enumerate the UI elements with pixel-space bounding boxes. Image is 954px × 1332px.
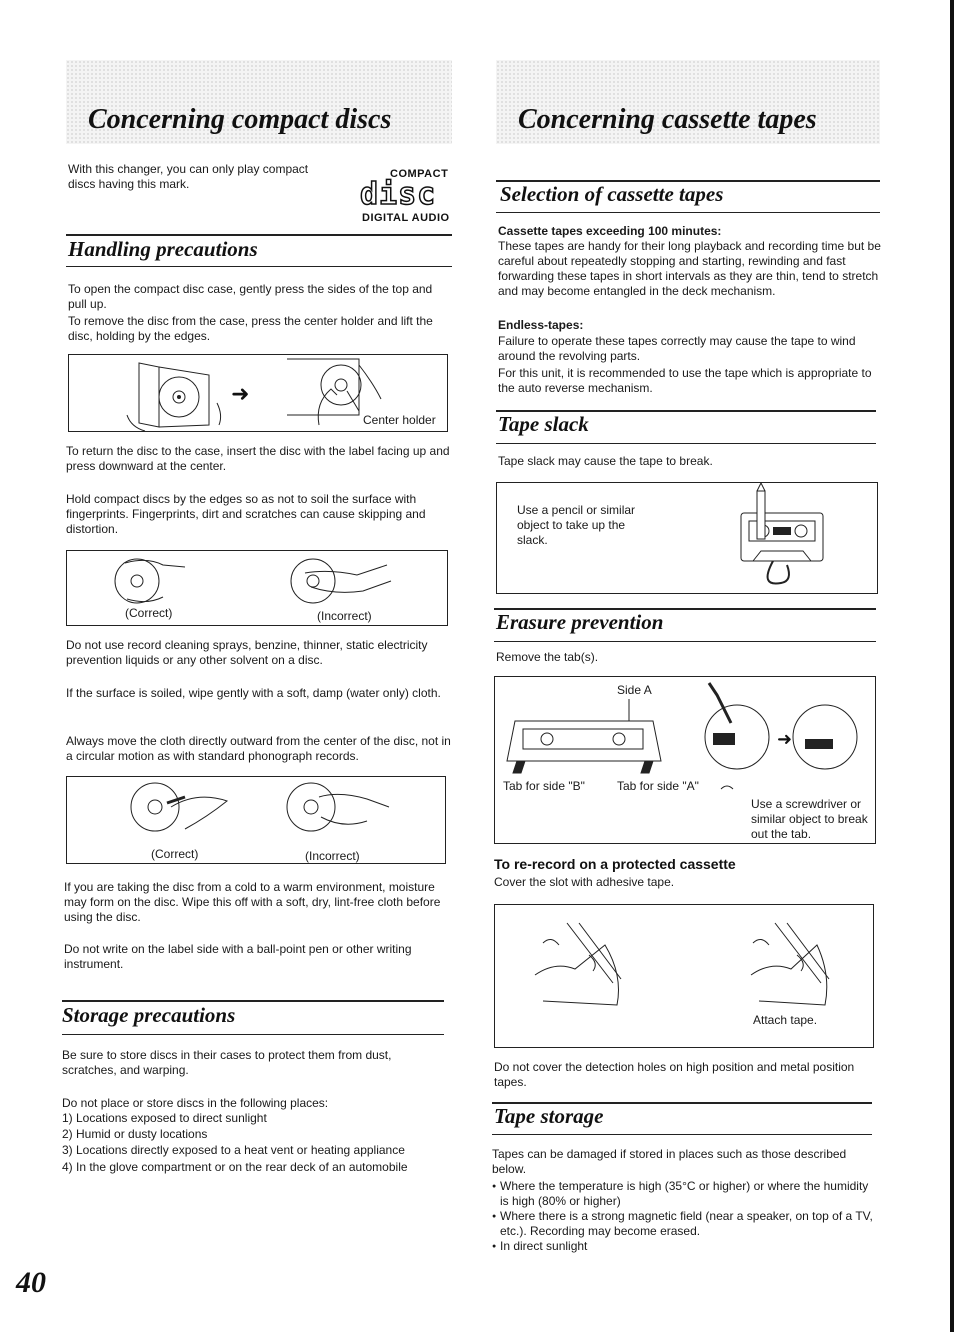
handling-title: Handling precautions	[68, 237, 258, 261]
right-banner-title: Concerning cassette tapes	[518, 104, 817, 135]
selection-h2: Endless-tapes:	[498, 318, 584, 332]
tape-storage-bullets	[492, 1179, 874, 1254]
attach-tape-label: Attach tape.	[753, 1013, 818, 1027]
handling-rule-bottom	[66, 266, 452, 267]
handling-p7: Always move the cloth directly outward from the center of the disc, not in a circular motion as with standard phonograph records.	[66, 734, 451, 763]
handling-p1: To open the compact disc case, gently press the sides of the top and pull up.	[68, 282, 433, 311]
erasure-p2: Cover the slot with adhesive tape.	[494, 875, 675, 889]
selection-p1: These tapes are handy for their long playback and recording time but be careful about repeatedly stopping and starting, rewinding and fast forwarding these tapes in short intervals as they are thin, tend to stretch and may become entangled in the deck mechanism.	[498, 239, 881, 298]
handling-p5: Do not use record cleaning sprays, benzine, thinner, static electricity prevention liquids or any other solvent on a disc.	[66, 638, 428, 667]
storage-title: Storage precautions	[62, 1003, 236, 1027]
handling-p3: To return the disc to the case, insert the disc with the label facing up and press downward at the center.	[66, 444, 450, 473]
storage-item-1: 1) Locations exposed to direct sunlight	[62, 1111, 267, 1125]
wipe-disc-figure	[66, 776, 446, 864]
fig2-incorrect-label: (Incorrect)	[317, 609, 372, 623]
adhesive-tape-illustration	[495, 905, 875, 1049]
erasure-p1: Remove the tab(s).	[496, 650, 599, 664]
adhesive-tape-figure	[494, 904, 874, 1048]
selection-rule-bottom	[496, 212, 880, 213]
tape-storage-title: Tape storage	[494, 1104, 604, 1128]
intro-text: With this changer, you can only play compact discs having this mark.	[68, 162, 309, 191]
logo-compact-text: COMPACT	[390, 168, 449, 180]
left-banner	[66, 60, 452, 144]
wipe-disc-illustration	[67, 777, 447, 865]
selection-p3: For this unit, it is recommended to use the tape which is appropriate to the auto reverse mechanism.	[498, 366, 872, 395]
arrow-right-icon: ➜	[231, 381, 250, 406]
tab-a-label: Tab for side "A"	[617, 779, 699, 793]
logo-disc-text: disc	[360, 177, 437, 212]
arrow-right-icon: ➜	[777, 729, 793, 749]
tape-slack-figure	[496, 482, 878, 594]
storage-p2: Do not place or store discs in the following places:	[62, 1096, 329, 1110]
side-a-label: Side A	[617, 683, 652, 697]
erasure-h1: To re-record on a protected cassette	[494, 856, 736, 872]
hold-disc-figure	[66, 550, 448, 626]
tape-storage-p1: Tapes can be damaged if stored in places such as those described below.	[492, 1147, 847, 1176]
fig3-correct-label: (Correct)	[151, 847, 199, 861]
tab-b-label: Tab for side "B"	[503, 779, 585, 793]
tape-storage-bullet-1: ● Where the temperature is high (35°C or higher) or where the humidity is high (80% or higher)	[492, 1179, 874, 1209]
page-edge-bar	[950, 0, 954, 1332]
logo-digital-audio-text: DIGITAL AUDIO	[362, 212, 450, 224]
tape-storage-bullet-2: ● Where there is a strong magnetic field (near a speaker, on top of a TV, etc.). Recording may become erased.	[492, 1209, 874, 1239]
selection-p2: Failure to operate these tapes correctly may cause the tape to wind around the revolving parts.	[498, 334, 856, 363]
page-number: 40	[16, 1266, 46, 1299]
handling-p9: Do not write on the label side with a ball-point pen or other writing instrument.	[64, 942, 412, 971]
tape-storage-bullet-3: ● In direct sunlight	[492, 1239, 874, 1254]
handling-p8: If you are taking the disc from a cold to a warm environment, moisture may form on the disc. Wipe this off with a soft, dry, lint-free cloth before using the disc.	[64, 880, 441, 924]
disc-case-figure	[68, 354, 448, 432]
storage-item-4: 4) In the glove compartment or on the rear deck of an automobile	[62, 1160, 408, 1174]
handling-rule-top	[66, 234, 452, 236]
center-holder-label: Center holder	[363, 413, 436, 427]
erasure-p3: Do not cover the detection holes on high position and metal position tapes.	[494, 1060, 855, 1089]
cassette-pencil-illustration	[497, 483, 879, 595]
erasure-figure	[494, 676, 876, 844]
storage-rule-bottom	[62, 1034, 444, 1035]
fig2-correct-label: (Correct)	[125, 606, 173, 620]
left-banner-title: Concerning compact discs	[88, 104, 392, 135]
storage-p1: Be sure to store discs in their cases to protect them from dust, scratches, and warping.	[62, 1048, 392, 1077]
slack-p1: Tape slack may cause the tape to break.	[498, 454, 713, 468]
selection-title: Selection of cassette tapes	[500, 182, 724, 206]
handling-p2: To remove the disc from the case, press the center holder and lift the disc, holding by the edges.	[68, 314, 433, 343]
storage-item-2: 2) Humid or dusty locations	[62, 1127, 208, 1141]
storage-item-3: 3) Locations directly exposed to a heat vent or heating appliance	[62, 1143, 405, 1157]
slack-title: Tape slack	[498, 412, 589, 436]
selection-h1: Cassette tapes exceeding 100 minutes:	[498, 224, 722, 238]
handling-p6: If the surface is soiled, wipe gently with a soft, damp (water only) cloth.	[66, 686, 441, 700]
tape-storage-rule-bottom	[492, 1134, 872, 1135]
erasure-rule-bottom	[494, 641, 876, 642]
right-banner	[496, 60, 880, 144]
fig3-incorrect-label: (Incorrect)	[305, 849, 360, 863]
erasure-title: Erasure prevention	[496, 610, 664, 634]
storage-rule-top	[62, 1000, 444, 1002]
slack-rule-bottom	[496, 443, 876, 444]
tape-slack-text: Use a pencil or similar object to take up the slack.	[517, 503, 636, 547]
handling-p4: Hold compact discs by the edges so as not to soil the surface with fingerprints. Fingerprints, dirt and scratches can cause skipping and distortion.	[66, 492, 426, 536]
screwdriver-text: Use a screwdriver or similar object to break out the tab.	[751, 797, 868, 841]
